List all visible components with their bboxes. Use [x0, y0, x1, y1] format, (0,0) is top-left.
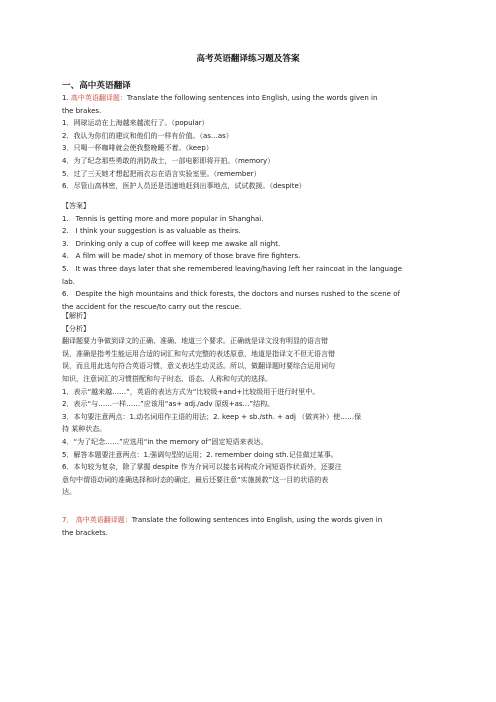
answer-item: 3. Drinking only a cup of coffee will keep me awake all night.: [62, 239, 281, 248]
page-title: 高考英语翻译练习题及答案: [196, 54, 300, 64]
analysis-line: 1．表示“越来越……”，英语的表达方式为“比较级+and+比较级用于进行时里中。: [62, 387, 320, 396]
answer-item: 6. Despite the high mountains and thick forests, the doctors and nurses rushed to the scene of: [62, 290, 400, 299]
jiexi-heading: 【解析】: [62, 312, 90, 320]
analysis-line: 4．“为了纪念……”应选用“in the memory of”固定短语来表达。: [62, 437, 268, 446]
question-7-instruction: 7． 高中英语翻译题：Translate the following sentences into English, using the words given in: [62, 516, 383, 524]
analysis-line: 误，准确是指考生能运用合适的词汇和句式完整的表述原意，地道是指译文不但无语言错: [62, 349, 335, 358]
analysis-line: 翻译题要力争做到译文的正确、准确、地道三个要求。正确就是译文没有明显的语言错: [62, 337, 328, 346]
analysis-line: 2．表示“与……一样……”应该用“as+ adj./adv 原级+as…”结构。: [62, 400, 275, 409]
answer-section: [62, 200, 432, 313]
list-item: 1．网球运动在上海越来越流行了。（popular）: [62, 119, 209, 128]
analysis-line: 6．本句较为复杂，除了掌握 despite 作为介词可以接名词构成介词短语作状语外，还要注: [62, 463, 342, 472]
analysis-line: 3．本句要注意两点：1.动名词用作主语的用法；2. keep + sb./sth. + adj （做宾补）使……保: [62, 412, 362, 421]
fenxi-heading: 【分析】: [62, 324, 90, 333]
list-item: 3．只喝一杯咖啡就会使我整晚睡不着。（keep）: [62, 144, 213, 153]
answer-heading: 【答案】: [62, 202, 90, 210]
analysis-line: 误，而且用此选句符合英语习惯，意义表达生动灵活。所以，做翻译题时要综合运用词句: [62, 362, 335, 371]
analysis-line: 5．解答本题要注意两点：1.强调句型的运用；2. remember doing sth.记住做过某事。: [62, 450, 338, 459]
answer-item: 5. It was three days later that she remembered leaving/having left her raincoat in the language: [62, 264, 403, 273]
answer-item: 2. I think your suggestion is as valuable as theirs.: [62, 227, 241, 236]
analysis-line: 达。: [62, 488, 76, 497]
answer-item: the accident for the rescue/to carry out the rescue.: [62, 302, 242, 311]
list-item: 5．过了三天她才想起把雨衣忘在语言实验室里。（remember）: [62, 169, 261, 178]
section-heading: 一、高中英语翻译: [62, 81, 131, 91]
question-label: 高中英语翻译题：: [70, 94, 127, 102]
question-7: 7． 高中英语翻译题：Translate the following sentences into English, using the words given in the brackets.: [62, 514, 432, 539]
analysis-section: [62, 310, 432, 499]
analysis-line: 持 某种状态。: [62, 425, 107, 434]
list-item: 4．为了纪念那些勇敢的消防战士，一部电影即将开拍。（memory）: [62, 156, 275, 165]
list-item: 6．尽管山高林密，医护人员还是迅速地赶到出事地点，试试救援。（despite）: [62, 182, 306, 191]
answer-item: 1. Tennis is getting more and more popular in Shanghai.: [62, 214, 264, 223]
analysis-line: 知识，注意词汇的习惯搭配和句子时态、语态、人称和句式的选择。: [62, 374, 272, 383]
list-item: 2．我认为你们的建议和他们的一样有价值。（as…as）: [62, 131, 233, 140]
answer-item: 4. A film will be made/ shot in memory of those brave fire fighters.: [62, 252, 301, 261]
question-1: 1. 高中英语翻译题：Translate the following sentences into English, using the words given in the brakes. 1．网球运动在上海越来越流行了。（popular） 2．我认为你们的建议和他们的一样有价值。（as…as） 3．只喝一杯咖啡就会使我整晚睡不着。（keep） 4．为了纪念那些勇敢的消防战士，一部电影即将开拍。（memory） 5．过了三天她才想起把雨衣忘在语言实验室里。（remember） 6．尽管山高林密，医护人员还是迅速地赶到出事地点，试试救援。（despite）: [62, 92, 432, 193]
answer-item: lab.: [62, 277, 75, 286]
question-1-instruction: 1. 高中英语翻译题：Translate the following sentences into English, using the words given in: [62, 94, 378, 102]
analysis-line: 意句中谓语动词的准确选择和时态的确定，最后还要注意“实施援救”这一目的状语的表: [62, 475, 329, 484]
question-label: 高中英语翻译题：: [75, 516, 132, 524]
